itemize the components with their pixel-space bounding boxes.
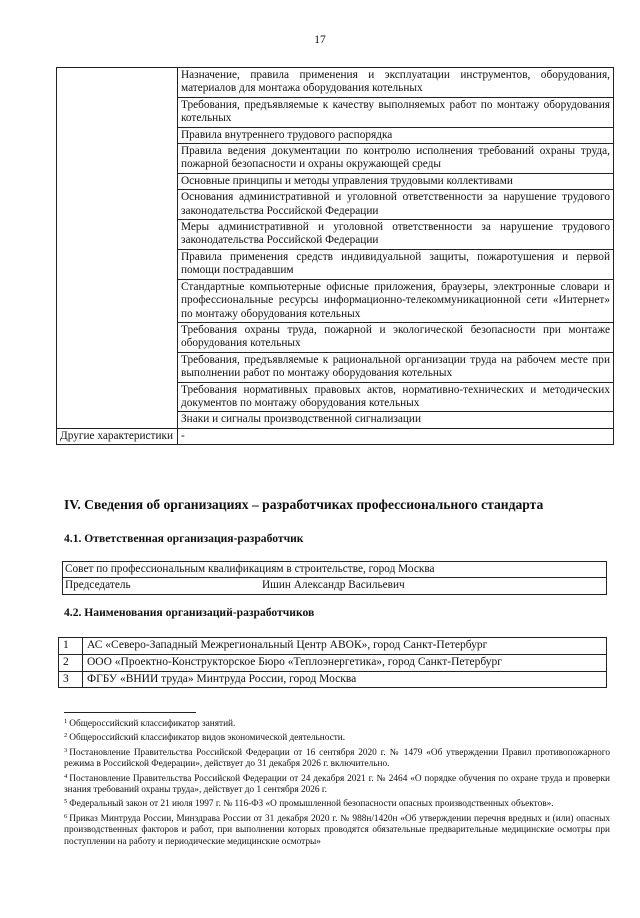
footnote-mark: 5 (64, 798, 68, 806)
knowledge-item: Требования, предъявляемые к качеству выполняемых работ по монтажу оборудования котельных (178, 97, 614, 127)
knowledge-item: Требования охраны труда, пожарной и экологической безопасности при монтаже оборудования котельных (178, 322, 614, 352)
table-row (57, 68, 614, 98)
knowledge-item: Требования, предъявляемые к рациональной организации труда на рабочем месте при выполнении работ по монтажу оборудования котельных (178, 352, 614, 382)
knowledge-item: Основания административной и уголовной ответственности за нарушение трудового законодательства Российской Федерации (178, 190, 614, 220)
developer-number: 3 (59, 671, 83, 688)
table-row (59, 654, 607, 671)
table-row (63, 562, 607, 578)
requirements-table (56, 67, 614, 445)
footnote-text: Общероссийский классификатор занятий. (69, 719, 236, 729)
responsible-org-heading: 4.1. Ответственная организация-разработчик (64, 532, 304, 545)
footnote (64, 771, 610, 797)
developer-name: ФГБУ «ВНИИ труда» Минтруда России, город Москва (83, 671, 607, 688)
table-row (63, 578, 607, 594)
developer-name: АС «Северо-Западный Межрегиональный Центр АВОК», город Санкт-Петербург (83, 638, 607, 655)
developers-table (58, 637, 607, 688)
responsible-org-person: Ишин Александр Васильевич (262, 579, 405, 592)
footnote-mark: 1 (64, 718, 68, 725)
knowledge-item: Правила ведения документации по контролю исполнения требований охраны труда, пожарной безопасности и охраны окружающей среды (178, 144, 614, 174)
knowledge-item: Правила применения средств индивидуальной защиты, пожаротушения и первой помощи пострадавшим (178, 249, 614, 279)
footnote-text: Приказ Минтруда России, Минздрава России от 31 декабря 2020 г. № 988н/1420н «Об утверждении перечня вредных и (или) опасных производственных факторов и работ, при выполнении которых проводятся обязательные предварительные медицинские осмотры при поступлении на работу и периодические медицинские осмотры» (64, 813, 610, 847)
footnote-text: Общероссийский классификатор видов экономической деятельности. (69, 733, 346, 744)
footnote-divider (64, 712, 196, 713)
knowledge-item: Назначение, правила применения и эксплуатации инструментов, оборудования, материалов для монтажа оборудования котельных (178, 68, 614, 98)
knowledge-item: Основные принципы и методы управления трудовыми коллективами (178, 173, 614, 189)
developer-name: ООО «Проектно-Конструкторское Бюро «Теплоэнергетика», город Санкт-Петербург (83, 654, 607, 671)
table-row (57, 428, 614, 444)
footnote (64, 796, 610, 810)
developer-number: 1 (59, 638, 83, 655)
table-cell-empty (57, 68, 178, 429)
footnote-text: Постановление Правительства Российской Федерации от 24 декабря 2021 г. № 2464 «О порядке обучения по охране труда и проверки знания требований охраны труда», действует до 1 сентября 2026 г. (64, 773, 610, 796)
developer-number: 2 (59, 654, 83, 671)
footnote (64, 730, 610, 744)
other-characteristics-label: Другие характеристики (57, 428, 178, 444)
table-row (59, 638, 607, 655)
responsible-org-table (62, 561, 607, 595)
knowledge-item: Требования нормативных правовых актов, нормативно-технических и методических документов по монтажу оборудования котельных (178, 382, 614, 412)
footnotes (64, 716, 610, 848)
knowledge-item: Меры административной и уголовной ответственности за нарушение трудового законодательства Российской Федерации (178, 220, 614, 250)
footnote (64, 716, 610, 730)
knowledge-item: Правила внутреннего трудового распорядка (178, 127, 614, 143)
footnote (64, 745, 610, 771)
footnote-mark: 3 (64, 746, 68, 754)
footnote-mark: 2 (64, 732, 68, 740)
footnote-text: Постановление Правительства Российской Федерации от 16 сентября 2020 г. № 1479 «Об утверждении Правил противопожарного режима в Российской Федерации», действует до 31 декабря 2026 г. включительно. (64, 747, 610, 770)
developers-heading: 4.2. Наименования организаций-разработчиков (64, 606, 315, 619)
footnote-mark: 6 (64, 812, 68, 820)
knowledge-item: Стандартные компьютерные офисные приложения, браузеры, электронные словари и профессиональные ресурсы информационно-телекоммуникационной сети «Интернет» по монтажу оборудования котельных (178, 279, 614, 322)
knowledge-item: Знаки и сигналы производственной сигнализации (178, 412, 614, 428)
table-row (59, 671, 607, 688)
other-characteristics-value: - (178, 428, 614, 444)
page-number: 17 (314, 34, 326, 46)
footnote-mark: 4 (64, 772, 68, 780)
footnote (64, 811, 610, 848)
responsible-org-signatory (63, 578, 607, 594)
footnote-text: Федеральный закон от 21 июля 1997 г. № 116-ФЗ «О промышленной безопасности опасных производственных объектов». (69, 799, 554, 810)
responsible-org-name: Совет по профессиональным квалификациям в строительстве, город Москва (63, 562, 607, 578)
responsible-org-role: Председатель (65, 579, 131, 592)
section-title: IV. Сведения об организациях – разработчиках профессионального стандарта (64, 497, 544, 512)
